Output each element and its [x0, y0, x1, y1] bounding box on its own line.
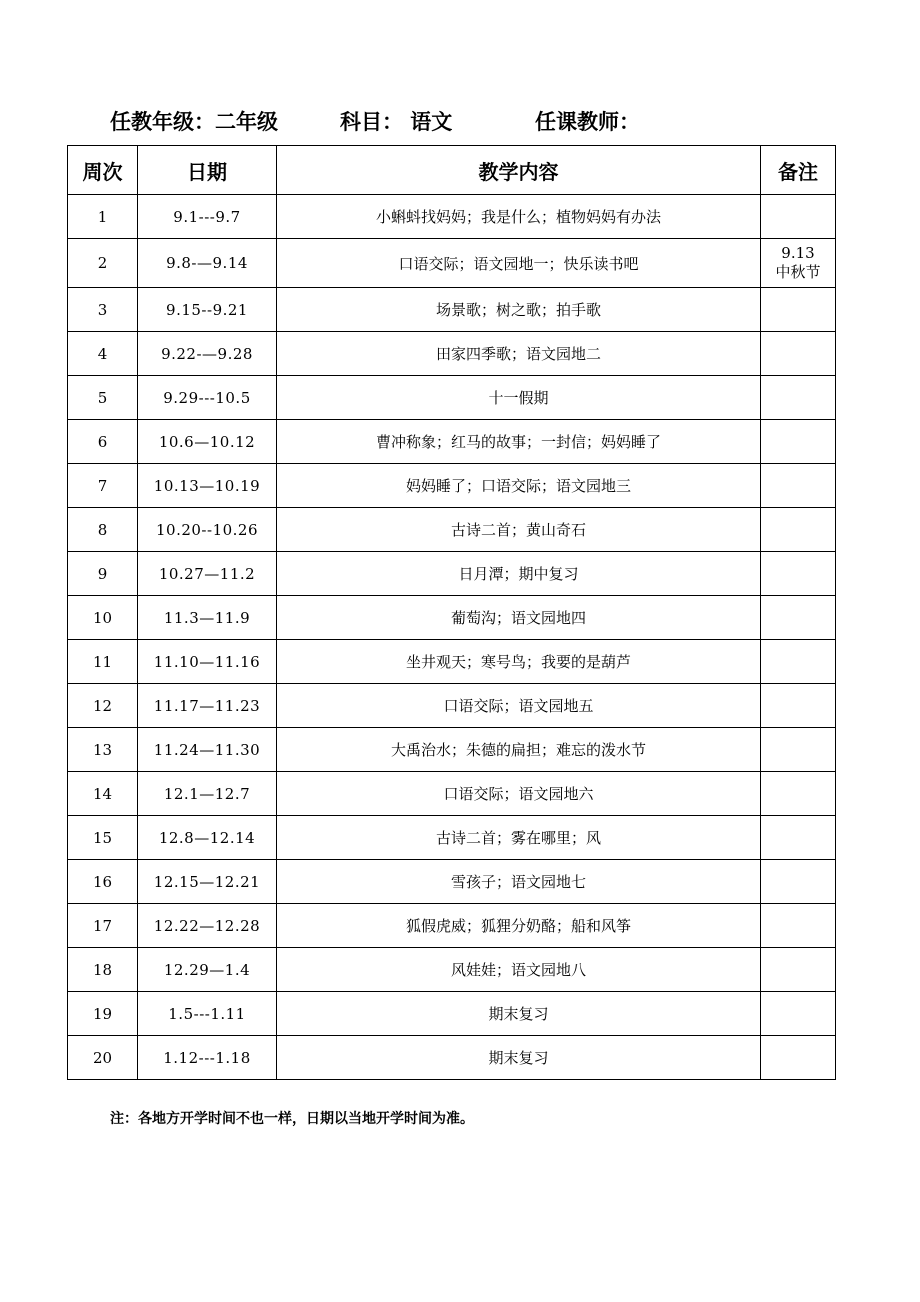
- note-cell: [761, 860, 836, 904]
- date-cell: 11.24—11.30: [138, 728, 277, 772]
- note-cell: [761, 772, 836, 816]
- week-cell: 20: [68, 1036, 138, 1080]
- table-row: [68, 552, 836, 596]
- date-cell: 12.8—12.14: [138, 816, 277, 860]
- note-cell: [761, 992, 836, 1036]
- date-cell: 1.5---1.11: [138, 992, 277, 1036]
- note-cell: [761, 332, 836, 376]
- note-cell: [761, 640, 836, 684]
- table-row: [68, 332, 836, 376]
- document-header: [110, 106, 640, 136]
- table-row: [68, 288, 836, 332]
- content-cell: 风娃娃；语文园地八: [277, 948, 761, 992]
- note-cell: [761, 420, 836, 464]
- date-cell: 11.17—11.23: [138, 684, 277, 728]
- week-cell: 10: [68, 596, 138, 640]
- table-row: [68, 376, 836, 420]
- week-cell: 19: [68, 992, 138, 1036]
- date-cell: 9.22-—9.28: [138, 332, 277, 376]
- note-cell: 9.13 中秋节: [761, 239, 836, 288]
- content-cell: 坐井观天；寒号鸟；我要的是葫芦: [277, 640, 761, 684]
- footnote: 注：各地方开学时间不也一样，日期以当地开学时间为准。: [110, 1111, 474, 1127]
- content-cell: 期末复习: [277, 992, 761, 1036]
- date-cell: 12.29—1.4: [138, 948, 277, 992]
- table-row: [68, 508, 836, 552]
- week-cell: 7: [68, 464, 138, 508]
- date-cell: 10.13—10.19: [138, 464, 277, 508]
- content-cell: 葡萄沟；语文园地四: [277, 596, 761, 640]
- week-cell: 16: [68, 860, 138, 904]
- schedule-table: [67, 145, 836, 1080]
- table-row: [68, 904, 836, 948]
- date-cell: 12.15—12.21: [138, 860, 277, 904]
- note-cell: [761, 948, 836, 992]
- note-cell: [761, 904, 836, 948]
- content-cell: 口语交际；语文园地一；快乐读书吧: [277, 239, 761, 288]
- date-cell: 1.12---1.18: [138, 1036, 277, 1080]
- date-cell: 10.20--10.26: [138, 508, 277, 552]
- column-header-date: 日期: [138, 146, 277, 195]
- column-header-week: 周次: [68, 146, 138, 195]
- week-cell: 18: [68, 948, 138, 992]
- table-row: [68, 816, 836, 860]
- content-cell: 雪孩子；语文园地七: [277, 860, 761, 904]
- table-row: [68, 464, 836, 508]
- note-cell: [761, 1036, 836, 1080]
- note-cell: [761, 376, 836, 420]
- note-cell: [761, 596, 836, 640]
- table-row: [68, 239, 836, 288]
- week-cell: 11: [68, 640, 138, 684]
- content-cell: 古诗二首；雾在哪里；风: [277, 816, 761, 860]
- week-cell: 6: [68, 420, 138, 464]
- table-row: [68, 1036, 836, 1080]
- content-cell: 口语交际；语文园地六: [277, 772, 761, 816]
- week-cell: 8: [68, 508, 138, 552]
- table-row: [68, 195, 836, 239]
- week-cell: 12: [68, 684, 138, 728]
- column-header-note: 备注: [761, 146, 836, 195]
- week-cell: 5: [68, 376, 138, 420]
- content-cell: 期末复习: [277, 1036, 761, 1080]
- table-row: [68, 684, 836, 728]
- date-cell: 12.1—12.7: [138, 772, 277, 816]
- note-cell: [761, 195, 836, 239]
- date-cell: 9.8-—9.14: [138, 239, 277, 288]
- content-cell: 场景歌；树之歌；拍手歌: [277, 288, 761, 332]
- week-cell: 15: [68, 816, 138, 860]
- week-cell: 13: [68, 728, 138, 772]
- table-row: [68, 948, 836, 992]
- table-row: [68, 772, 836, 816]
- week-cell: 3: [68, 288, 138, 332]
- date-cell: 10.6—10.12: [138, 420, 277, 464]
- content-cell: 狐假虎威；狐狸分奶酪；船和风筝: [277, 904, 761, 948]
- table-row: [68, 860, 836, 904]
- table-row: [68, 640, 836, 684]
- note-cell: [761, 552, 836, 596]
- content-cell: 小蝌蚪找妈妈；我是什么；植物妈妈有办法: [277, 195, 761, 239]
- date-cell: 9.15--9.21: [138, 288, 277, 332]
- week-cell: 17: [68, 904, 138, 948]
- grade-label: 任教年级：二年级: [110, 110, 278, 134]
- content-cell: 日月潭；期中复习: [277, 552, 761, 596]
- note-cell: [761, 684, 836, 728]
- content-cell: 口语交际；语文园地五: [277, 684, 761, 728]
- table-row: [68, 728, 836, 772]
- date-cell: 9.1---9.7: [138, 195, 277, 239]
- note-cell: [761, 816, 836, 860]
- week-cell: 1: [68, 195, 138, 239]
- date-cell: 10.27—11.2: [138, 552, 277, 596]
- note-cell: [761, 288, 836, 332]
- teacher-label: 任课教师：: [535, 110, 640, 134]
- content-cell: 大禹治水；朱德的扁担；难忘的泼水节: [277, 728, 761, 772]
- table-header-row: [68, 146, 836, 195]
- week-cell: 4: [68, 332, 138, 376]
- week-cell: 2: [68, 239, 138, 288]
- note-cell: [761, 464, 836, 508]
- note-cell: [761, 728, 836, 772]
- date-cell: 11.10—11.16: [138, 640, 277, 684]
- content-cell: 妈妈睡了；口语交际；语文园地三: [277, 464, 761, 508]
- table-row: [68, 420, 836, 464]
- column-header-content: 教学内容: [277, 146, 761, 195]
- content-cell: 田家四季歌；语文园地二: [277, 332, 761, 376]
- table-row: [68, 992, 836, 1036]
- date-cell: 12.22—12.28: [138, 904, 277, 948]
- note-cell: [761, 508, 836, 552]
- week-cell: 9: [68, 552, 138, 596]
- date-cell: 9.29---10.5: [138, 376, 277, 420]
- table-body: [68, 195, 836, 1080]
- content-cell: 古诗二首；黄山奇石: [277, 508, 761, 552]
- content-cell: 十一假期: [277, 376, 761, 420]
- table-row: [68, 596, 836, 640]
- subject-label: 科目： 语文: [340, 110, 453, 134]
- date-cell: 11.3—11.9: [138, 596, 277, 640]
- content-cell: 曹冲称象；红马的故事；一封信；妈妈睡了: [277, 420, 761, 464]
- week-cell: 14: [68, 772, 138, 816]
